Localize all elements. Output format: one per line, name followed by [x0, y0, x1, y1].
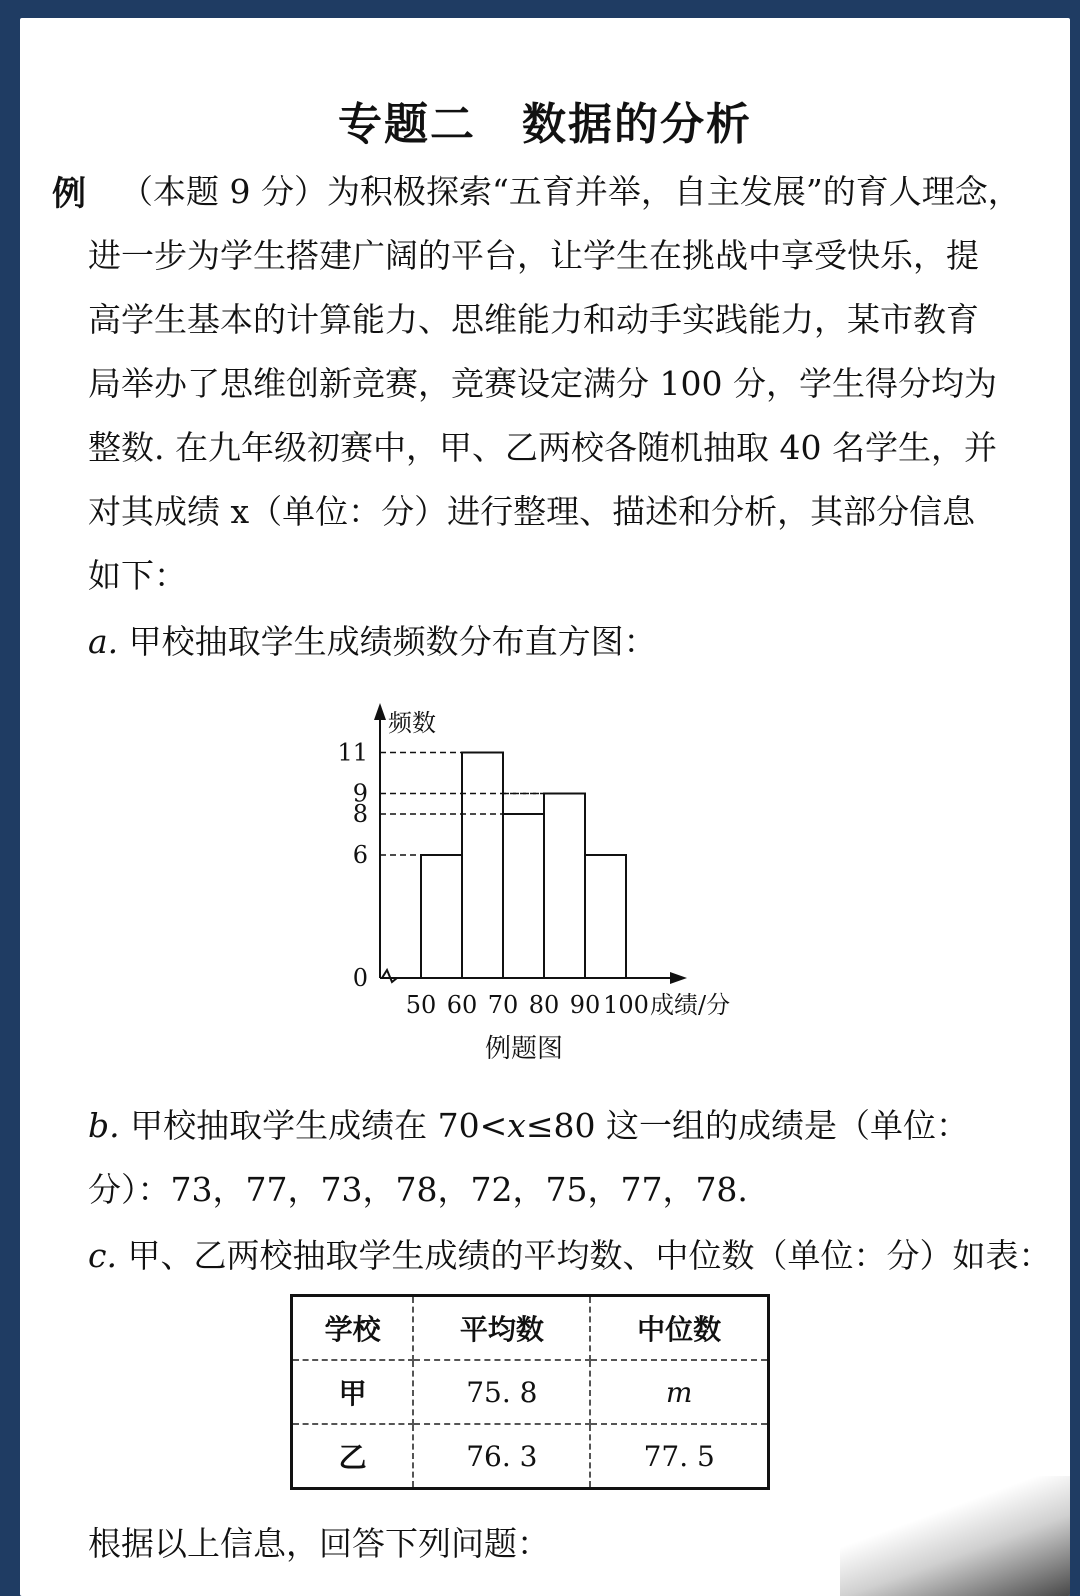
shadow-overlay — [840, 1476, 1070, 1596]
example-line-5: 整数. 在九年级初赛中，甲、乙两校各随机抽取 40 名学生，并 — [88, 428, 997, 467]
part-a-text: 甲校抽取学生成绩频数分布直方图： — [128, 622, 657, 661]
table-cell: m — [590, 1360, 768, 1424]
x-tick-label: 90 — [569, 991, 601, 1019]
table-header: 学校 — [292, 1296, 414, 1361]
example-line-3: 高学生基本的计算能力、思维能力和动手实践能力，某市教育 — [88, 300, 979, 339]
table-header: 中位数 — [590, 1296, 768, 1361]
closing-text: 根据以上信息，回答下列问题： — [88, 1524, 550, 1563]
axis-break — [382, 970, 397, 982]
table-cell: 甲 — [292, 1360, 414, 1424]
x-tick-label: 60 — [446, 991, 478, 1019]
example-line-7: 如下： — [88, 556, 187, 595]
part-b-line-1 — [88, 1100, 969, 1147]
table-cell: 76. 3 — [413, 1424, 590, 1489]
y-axis-arrow — [374, 703, 386, 720]
x-axis-arrow — [670, 972, 687, 984]
part-b-line-2: 分）：73，77，73，78，72，75，77，78. — [88, 1170, 748, 1209]
y-tick-label: 6 — [352, 841, 368, 869]
table-row — [292, 1424, 769, 1489]
example-line-4: 局举办了思维创新竞赛，竞赛设定满分 100 分，学生得分均为 — [88, 364, 997, 403]
part-c — [88, 1230, 1051, 1277]
y-axis-label: 频数 — [388, 709, 436, 737]
table-header: 平均数 — [413, 1296, 590, 1361]
x-axis-label: 成绩/分 — [650, 991, 731, 1019]
example-mark: 例 — [52, 174, 86, 214]
x-tick-label: 80 — [528, 991, 560, 1019]
table-header-row — [292, 1296, 769, 1361]
example-line-2: 进一步为学生搭建广阔的平台，让学生在挑战中享受快乐，提 — [88, 236, 979, 275]
part-c-text: 甲、乙两校抽取学生成绩的平均数、中位数（单位：分）如表： — [127, 1236, 1052, 1275]
page-title: 专题二 数据的分析 — [338, 99, 752, 150]
example-line-6: 对其成绩 x（单位：分）进行整理、描述和分析，其部分信息 — [88, 492, 976, 531]
chart-caption: 例题图 — [485, 1034, 564, 1064]
table-cell: 77. 5 — [590, 1424, 768, 1489]
part-b-text-2: ≤80 这一组的成绩是（单位： — [525, 1106, 970, 1145]
histogram-bar — [503, 814, 544, 978]
x-tick-label: 50 — [405, 991, 437, 1019]
y-tick-label: 9 — [352, 779, 368, 808]
y-tick-label: 11 — [337, 738, 368, 767]
histogram-bar — [544, 794, 585, 979]
x-tick-label: 100 — [603, 991, 649, 1019]
part-c-label: c. — [88, 1236, 117, 1275]
histogram-chart — [320, 683, 780, 1028]
part-b-var: x — [507, 1106, 526, 1145]
table-row — [292, 1360, 769, 1424]
document-page — [20, 18, 1070, 1596]
table-cell: 75. 8 — [413, 1360, 590, 1424]
histogram-bar — [585, 855, 626, 978]
example-line-1: （本题 9 分）为积极探索“五育并举，自主发展”的育人理念， — [120, 172, 1021, 211]
part-b-label: b. — [88, 1106, 120, 1145]
stats-table — [290, 1294, 770, 1490]
y-tick-label: 0 — [352, 964, 368, 992]
y-tick-label: 8 — [352, 800, 368, 828]
part-a-label: a. — [88, 622, 119, 661]
part-b-text-1: 甲校抽取学生成绩在 70< — [130, 1106, 508, 1145]
histogram-bar — [421, 855, 462, 978]
histogram-bar — [462, 753, 503, 979]
part-a — [88, 616, 657, 663]
x-tick-label: 70 — [487, 991, 519, 1019]
table-cell: 乙 — [292, 1424, 414, 1489]
